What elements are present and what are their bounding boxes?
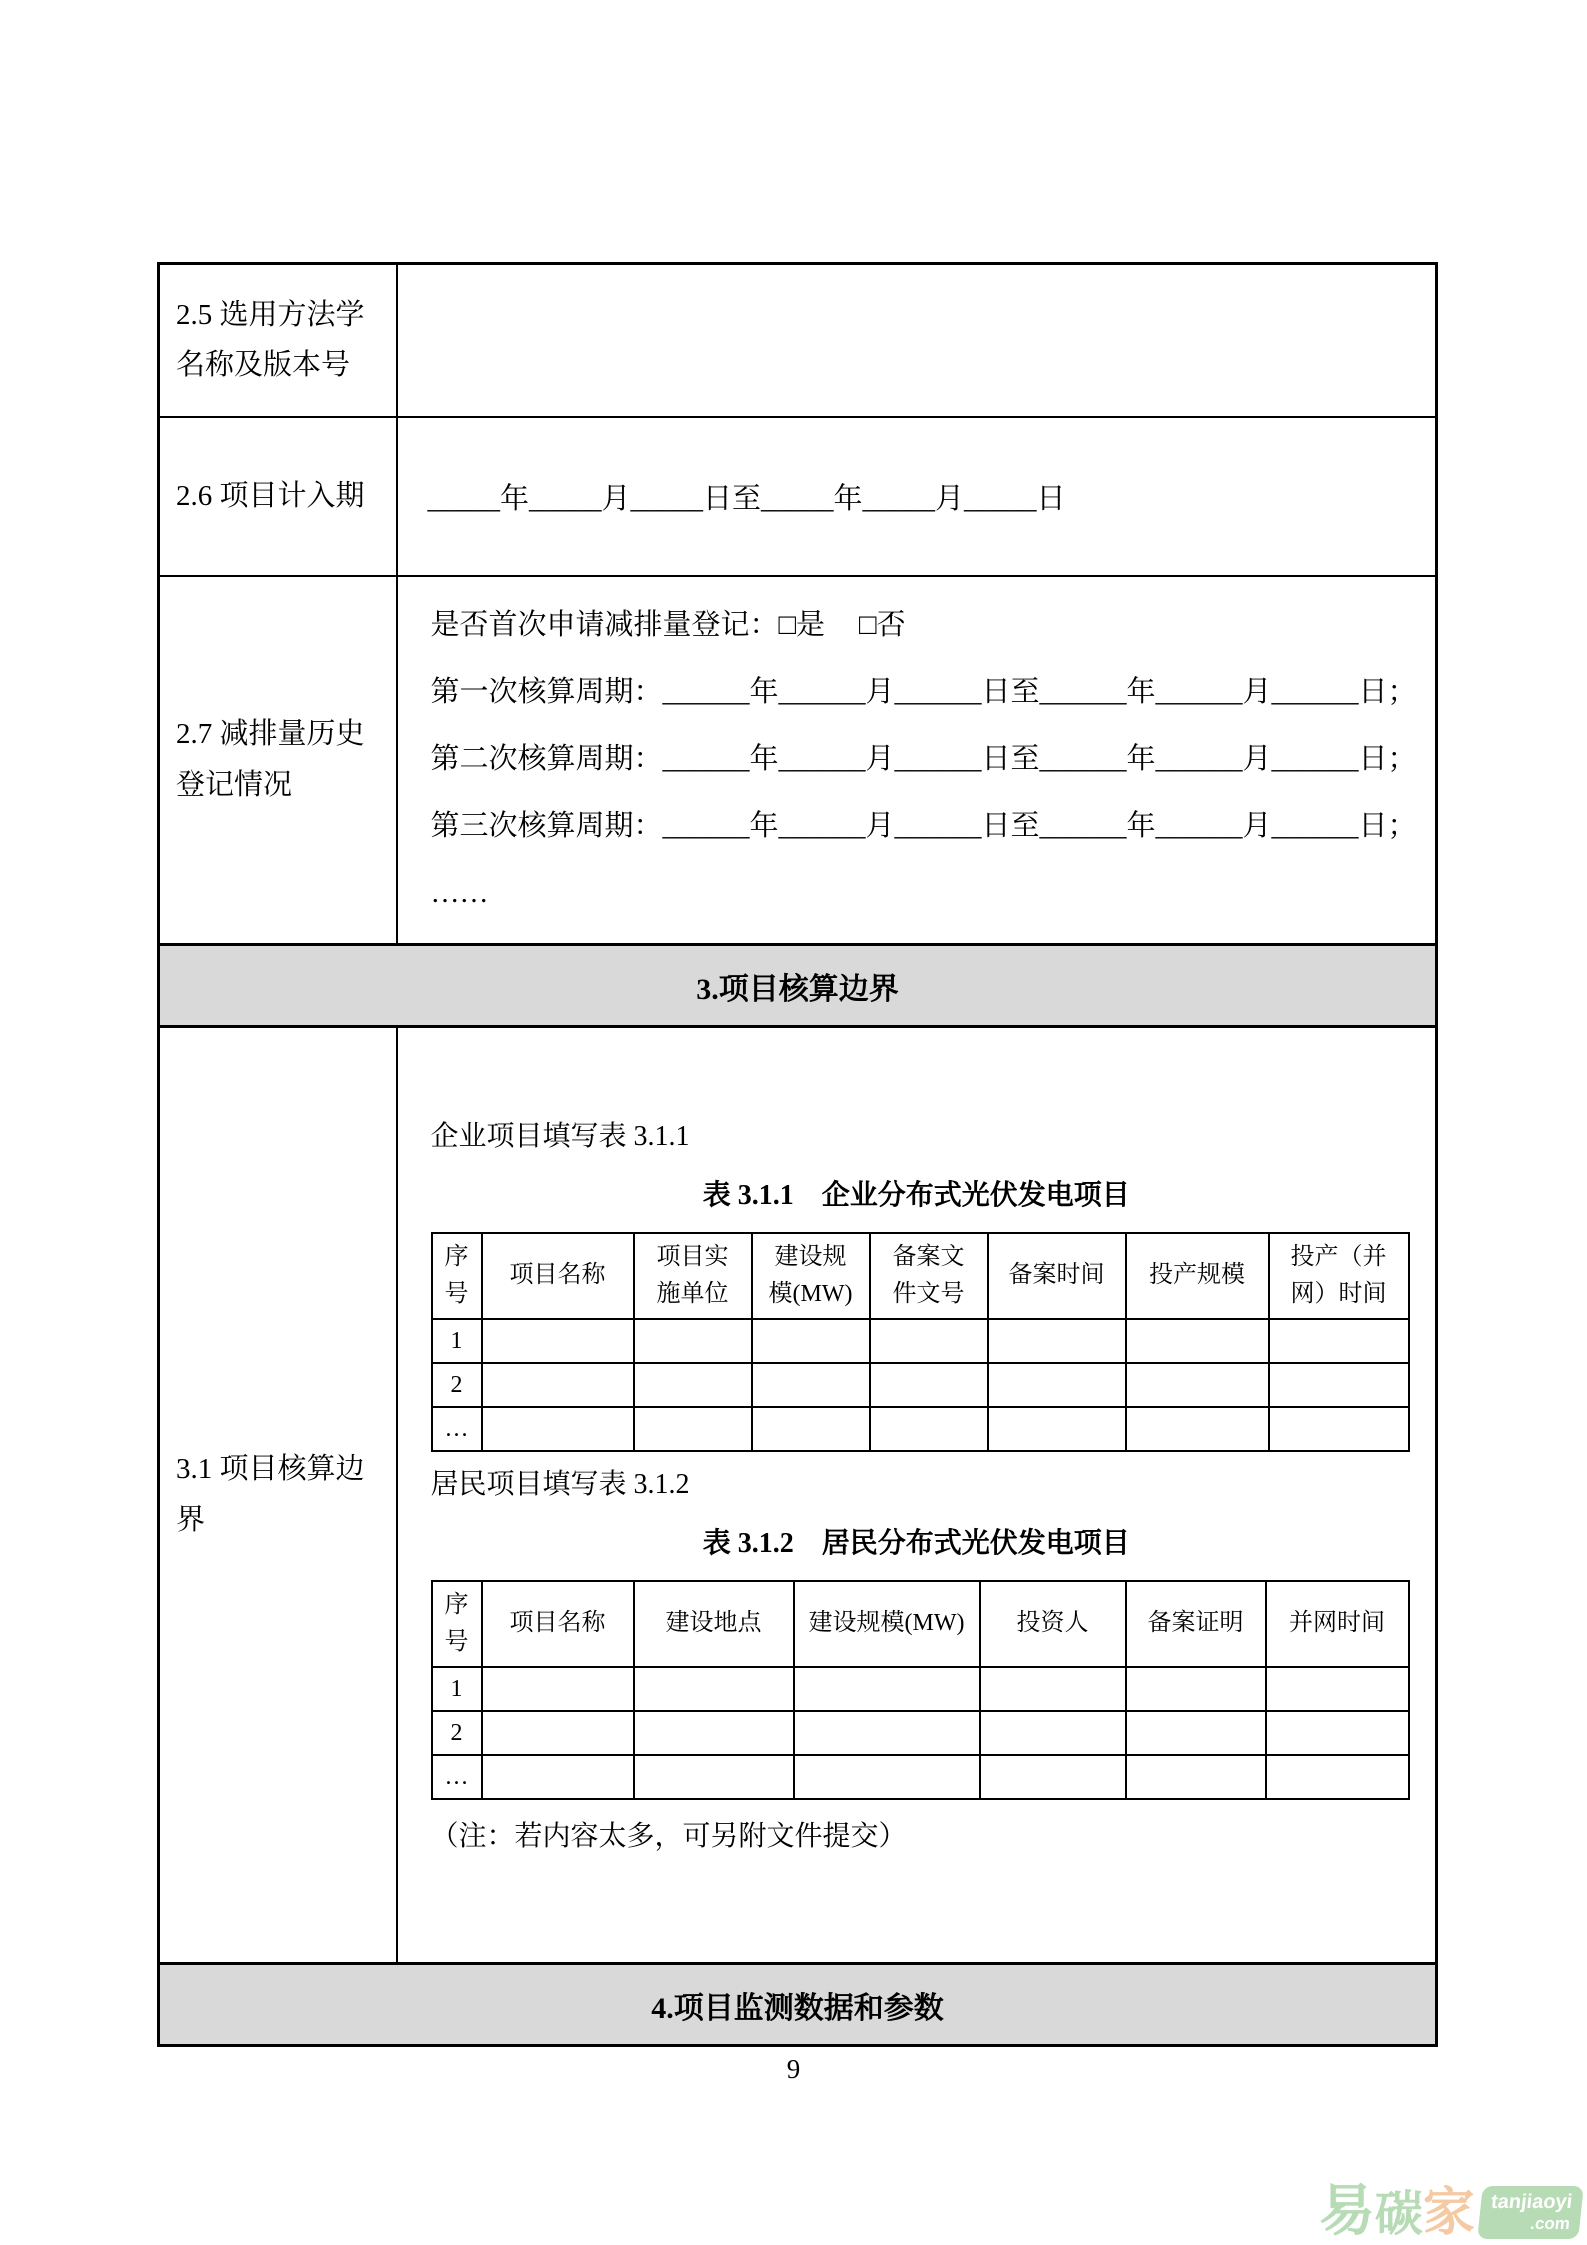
attachment-note: （注：若内容太多，可另附文件提交） (430, 1821, 907, 1852)
tanjiaoyi-watermark-logo (1318, 2179, 1581, 2242)
empty-cell (634, 1755, 794, 1799)
table-row (432, 1363, 1409, 1407)
empty-cell (1269, 1407, 1409, 1451)
empty-cell (794, 1711, 980, 1755)
empty-cell (482, 1407, 634, 1451)
ellipsis-line: …… (430, 877, 489, 910)
empty-cell (980, 1711, 1126, 1755)
empty-cell (482, 1755, 634, 1799)
empty-cell (870, 1407, 988, 1451)
row-index: … (432, 1755, 482, 1799)
empty-cell (634, 1711, 794, 1755)
table-row (432, 1319, 1409, 1363)
col-construction-site: 建设地点 (634, 1581, 794, 1667)
col-filing-doc-no: 备案文件文号 (870, 1233, 988, 1319)
section-3-row (159, 945, 1437, 1027)
empty-cell (988, 1407, 1126, 1451)
row-2-5-label: 2.5 选用方法学名称及版本号 (159, 264, 397, 417)
row-2-6 (159, 417, 1437, 576)
empty-cell (988, 1363, 1126, 1407)
watermark-char-yi: 易 (1318, 2179, 1375, 2242)
table-row (432, 1711, 1409, 1755)
table-3-1-1-caption: 表 3.1.1 企业分布式光伏发电项目 (702, 1180, 1130, 1211)
table-row (432, 1755, 1409, 1799)
table-3-1-1-header-row (432, 1233, 1409, 1319)
col-project-name: 项目名称 (482, 1581, 634, 1667)
watermark-char-jia: 家 (1422, 2184, 1475, 2242)
row-3-1 (159, 1027, 1437, 1964)
period-line-1: 第一次核算周期：______年______月______日至______年______月______日； (430, 676, 1417, 709)
col-seq-no: 序号 (432, 1581, 482, 1667)
empty-cell (1266, 1711, 1409, 1755)
empty-cell (752, 1319, 870, 1363)
row-index: 1 (432, 1319, 482, 1363)
col-construction-scale: 建设规模(MW) (794, 1581, 980, 1667)
empty-cell (980, 1755, 1126, 1799)
col-seq-no: 序号 (432, 1233, 482, 1319)
empty-cell (634, 1407, 752, 1451)
row-2-7 (159, 576, 1437, 945)
col-investor: 投资人 (980, 1581, 1126, 1667)
empty-cell (1126, 1755, 1266, 1799)
empty-cell (634, 1667, 794, 1711)
row-2-6-label: 2.6 项目计入期 (159, 417, 397, 576)
section-4-header: 4.项目监测数据和参数 (159, 1964, 1437, 2046)
empty-cell (980, 1667, 1126, 1711)
row-2-5 (159, 264, 1437, 417)
col-grid-connection-time: 投产（并网）时间 (1269, 1233, 1409, 1319)
page-number: 9 (786, 2054, 801, 2084)
empty-cell (482, 1667, 634, 1711)
table-3-1-2 (431, 1580, 1410, 1800)
empty-cell (1126, 1363, 1269, 1407)
watermark-badge (1477, 2186, 1584, 2239)
row-2-5-value (397, 264, 1437, 417)
empty-cell (1266, 1755, 1409, 1799)
checkbox-yes: □是 (778, 609, 826, 642)
empty-cell (482, 1711, 634, 1755)
table-3-1-2-header-row (432, 1581, 1409, 1667)
checkbox-no: □否 (859, 609, 906, 642)
empty-cell (794, 1755, 980, 1799)
section-4-row (159, 1964, 1437, 2046)
row-3-1-label: 3.1 项目核算边界 (159, 1027, 397, 1964)
col-construction-scale: 建设规模(MW) (752, 1233, 870, 1319)
table-row (432, 1667, 1409, 1711)
col-filing-time: 备案时间 (988, 1233, 1126, 1319)
watermark-char-tan: 碳 (1374, 2188, 1423, 2241)
row-2-7-value (397, 576, 1437, 945)
first-registration-question-line (399, 592, 1435, 659)
col-project-name: 项目名称 (482, 1233, 634, 1319)
empty-cell (1269, 1319, 1409, 1363)
empty-cell (1126, 1319, 1269, 1363)
col-production-scale: 投产规模 (1126, 1233, 1269, 1319)
col-implementing-unit: 项目实施单位 (634, 1233, 752, 1319)
row-index: 2 (432, 1711, 482, 1755)
empty-cell (988, 1319, 1126, 1363)
col-grid-connection-time: 并网时间 (1266, 1581, 1409, 1667)
watermark-badge-tld: .com (1529, 2214, 1571, 2233)
watermark-badge-domain: tanjiaoyi (1489, 2191, 1574, 2213)
main-form-table (157, 262, 1438, 2047)
row-index: 1 (432, 1667, 482, 1711)
empty-cell (482, 1319, 634, 1363)
empty-cell (1269, 1363, 1409, 1407)
row-index: … (432, 1407, 482, 1451)
table-row (432, 1407, 1409, 1451)
row-index: 2 (432, 1363, 482, 1407)
empty-cell (1266, 1667, 1409, 1711)
row-3-1-value (397, 1027, 1437, 1964)
col-filing-certificate: 备案证明 (1126, 1581, 1266, 1667)
period-line-2: 第二次核算周期：______年______月______日至______年______月______日； (430, 743, 1417, 776)
empty-cell (482, 1363, 634, 1407)
table-3-1-2-caption: 表 3.1.2 居民分布式光伏发电项目 (702, 1528, 1130, 1559)
empty-cell (870, 1363, 988, 1407)
section-3-header: 3.项目核算边界 (159, 945, 1437, 1027)
empty-cell (752, 1407, 870, 1451)
enterprise-intro: 企业项目填写表 3.1.1 (430, 1121, 690, 1152)
table-3-1-1 (431, 1232, 1410, 1452)
period-line-3: 第三次核算周期：______年______月______日至______年______月______日； (430, 810, 1417, 843)
empty-cell (1126, 1407, 1269, 1451)
empty-cell (1126, 1667, 1266, 1711)
resident-intro: 居民项目填写表 3.1.2 (430, 1469, 690, 1500)
question-text: 是否首次申请减排量登记： (430, 609, 779, 642)
empty-cell (634, 1363, 752, 1407)
empty-cell (634, 1319, 752, 1363)
empty-cell (870, 1319, 988, 1363)
row-2-6-value: _____年_____月_____日至_____年_____月_____日 (397, 417, 1437, 576)
row-2-7-label: 2.7 减排量历史登记情况 (159, 576, 397, 945)
empty-cell (794, 1667, 980, 1711)
empty-cell (752, 1363, 870, 1407)
empty-cell (1126, 1711, 1266, 1755)
